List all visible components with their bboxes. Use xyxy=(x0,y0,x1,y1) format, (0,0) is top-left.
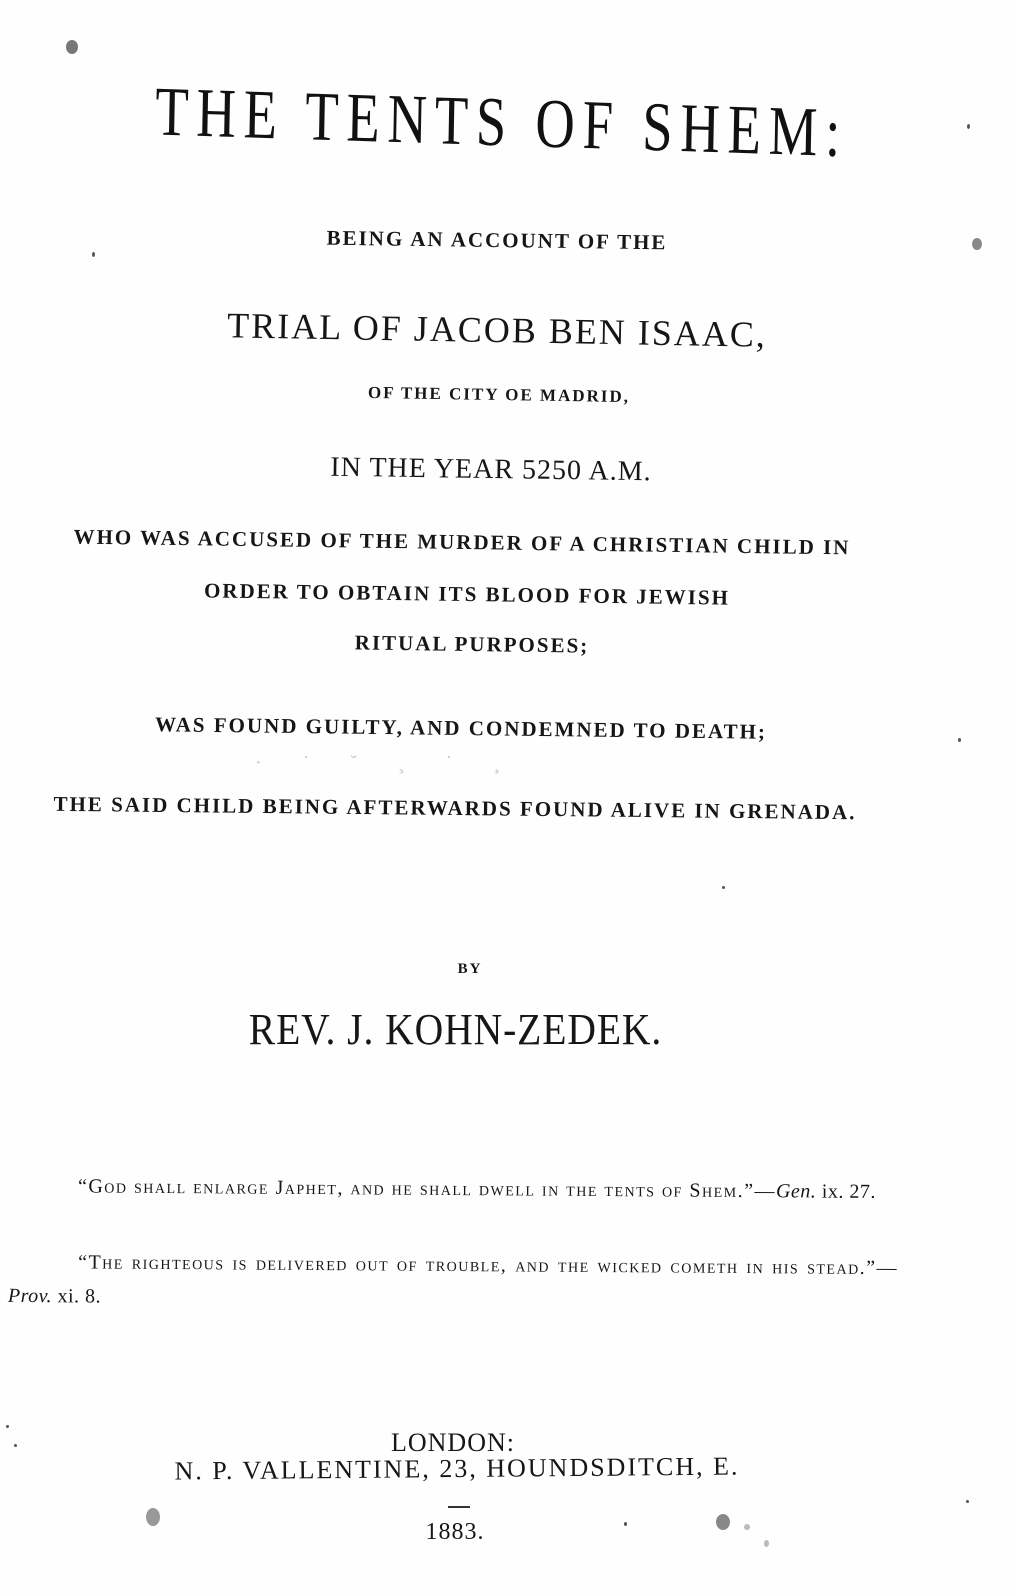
book-title: THE TENTS OF SHEM: xyxy=(154,73,849,173)
epigraph-source: Gen. xyxy=(775,1180,817,1203)
speck xyxy=(744,1524,750,1530)
verdict-line: WAS FOUND GUILTY, AND CONDEMNED TO DEATH; xyxy=(154,712,768,744)
speck xyxy=(624,1522,627,1526)
speck xyxy=(722,886,725,889)
subtitle-intro: BEING AN ACCOUNT OF THE xyxy=(326,225,668,255)
by-label: BY xyxy=(457,961,483,977)
speck xyxy=(716,1514,730,1530)
imprint-year: 1883. xyxy=(425,1519,485,1545)
author-name: REV. J. KOHN-ZEDEK. xyxy=(248,1005,663,1054)
imprint-city: LONDON: xyxy=(391,1428,515,1457)
speck xyxy=(967,124,970,129)
speck xyxy=(958,738,961,742)
year-line: IN THE YEAR 5250 A.M. xyxy=(330,451,652,488)
speck xyxy=(146,1508,160,1526)
accused-line-3: RITUAL PURPOSES; xyxy=(354,630,590,658)
speck xyxy=(92,252,95,257)
speck xyxy=(6,1425,9,1428)
show-through-marks: · ˙ ˘ ¸ ˙ ¸ xyxy=(255,752,518,774)
speck xyxy=(966,1500,969,1503)
speck xyxy=(14,1444,17,1447)
speck xyxy=(66,40,78,54)
epigraph-proverbs xyxy=(8,1245,898,1319)
speck xyxy=(764,1540,769,1547)
epigraph-genesis xyxy=(8,1169,898,1209)
imprint-rule xyxy=(448,1506,470,1508)
epigraph-citation: ix. 27. xyxy=(821,1180,876,1203)
accused-line-2: ORDER TO OBTAIN ITS BLOOD FOR JEWISH xyxy=(203,578,731,610)
epigraph-text: “God shall enlarge Japhet, and he shall dwell in the tents of Shem.”— xyxy=(77,1175,777,1203)
epigraph-text: “The righteous is delivered out of trouble, and the wicked cometh in his stead.”— xyxy=(78,1251,899,1280)
outcome-line: THE SAID CHILD BEING AFTERWARDS FOUND ALIVE IN GRENADA. xyxy=(53,791,857,825)
speck xyxy=(972,238,982,250)
trial-line: TRIAL OF JACOB BEN ISAAC, xyxy=(226,305,768,355)
city-line: OF THE CITY OE MADRID, xyxy=(367,382,631,407)
accused-line-1: WHO WAS ACCUSED OF THE MURDER OF A CHRISTIAN CHILD IN xyxy=(73,524,851,560)
epigraph-citation: xi. 8. xyxy=(57,1285,102,1308)
epigraph-source: Prov. xyxy=(7,1284,53,1308)
imprint-publisher: N. P. VALLENTINE, 23, HOUNDSDITCH, E. xyxy=(174,1451,740,1486)
